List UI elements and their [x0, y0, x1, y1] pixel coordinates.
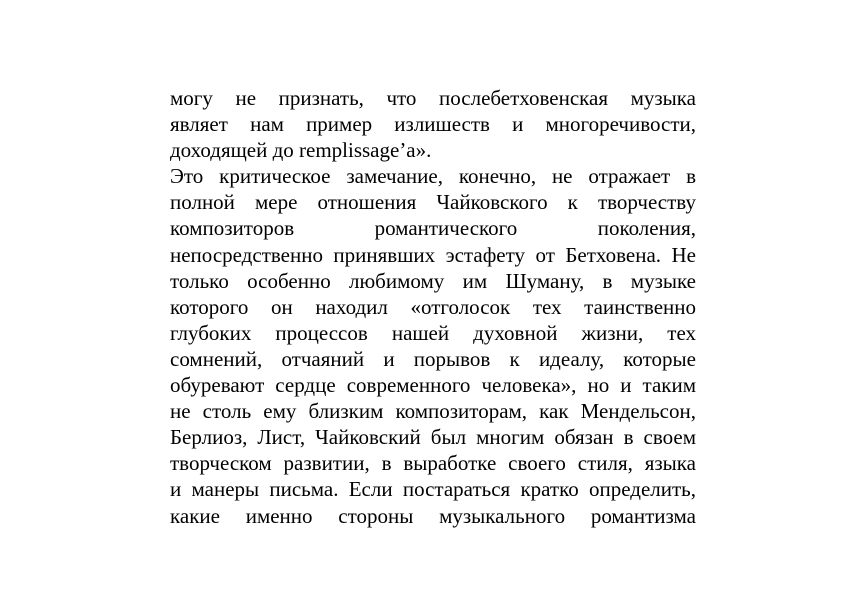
text-line: доходящей до remplissage’а». [170, 138, 432, 163]
text-line: которого он находил «отголосок тех таинственно [170, 294, 696, 319]
text-line: и манеры письма. Если постараться кратко определить, [170, 477, 696, 502]
text-line: какие именно стороны музыкального романтизма [170, 503, 696, 528]
text-line: обуревают сердце современного человека», но и таким [170, 373, 696, 398]
text-line: сомнений, отчаяний и порывов к идеалу, которые [170, 346, 696, 371]
text-line: являет нам пример излишеств и многоречивости, [170, 112, 696, 137]
text-line: композиторов романтического поколения, [170, 216, 696, 241]
text-line: полной мере отношения Чайковского к творчеству [170, 190, 696, 215]
text-line: не столь ему близким композиторам, как Мендельсон, [170, 399, 696, 424]
text-line: Это критическое замечание, конечно, не отражает в [170, 164, 696, 189]
text-line: могу не признать, что послебетховенская музыка [170, 86, 696, 110]
text-line: глубоких процессов нашей духовной жизни, тех [170, 320, 696, 345]
text-line: непосредственно принявших эстафету от Бетховена. Не [170, 242, 696, 267]
text-line: Берлиоз, Лист, Чайковский был многим обязан в своем [170, 425, 696, 450]
text-line: творческом развитии, в выработке своего стиля, языка [170, 451, 696, 476]
body-text [170, 85, 696, 529]
text-line: только особенно любимому им Шуману, в музыке [170, 268, 696, 293]
